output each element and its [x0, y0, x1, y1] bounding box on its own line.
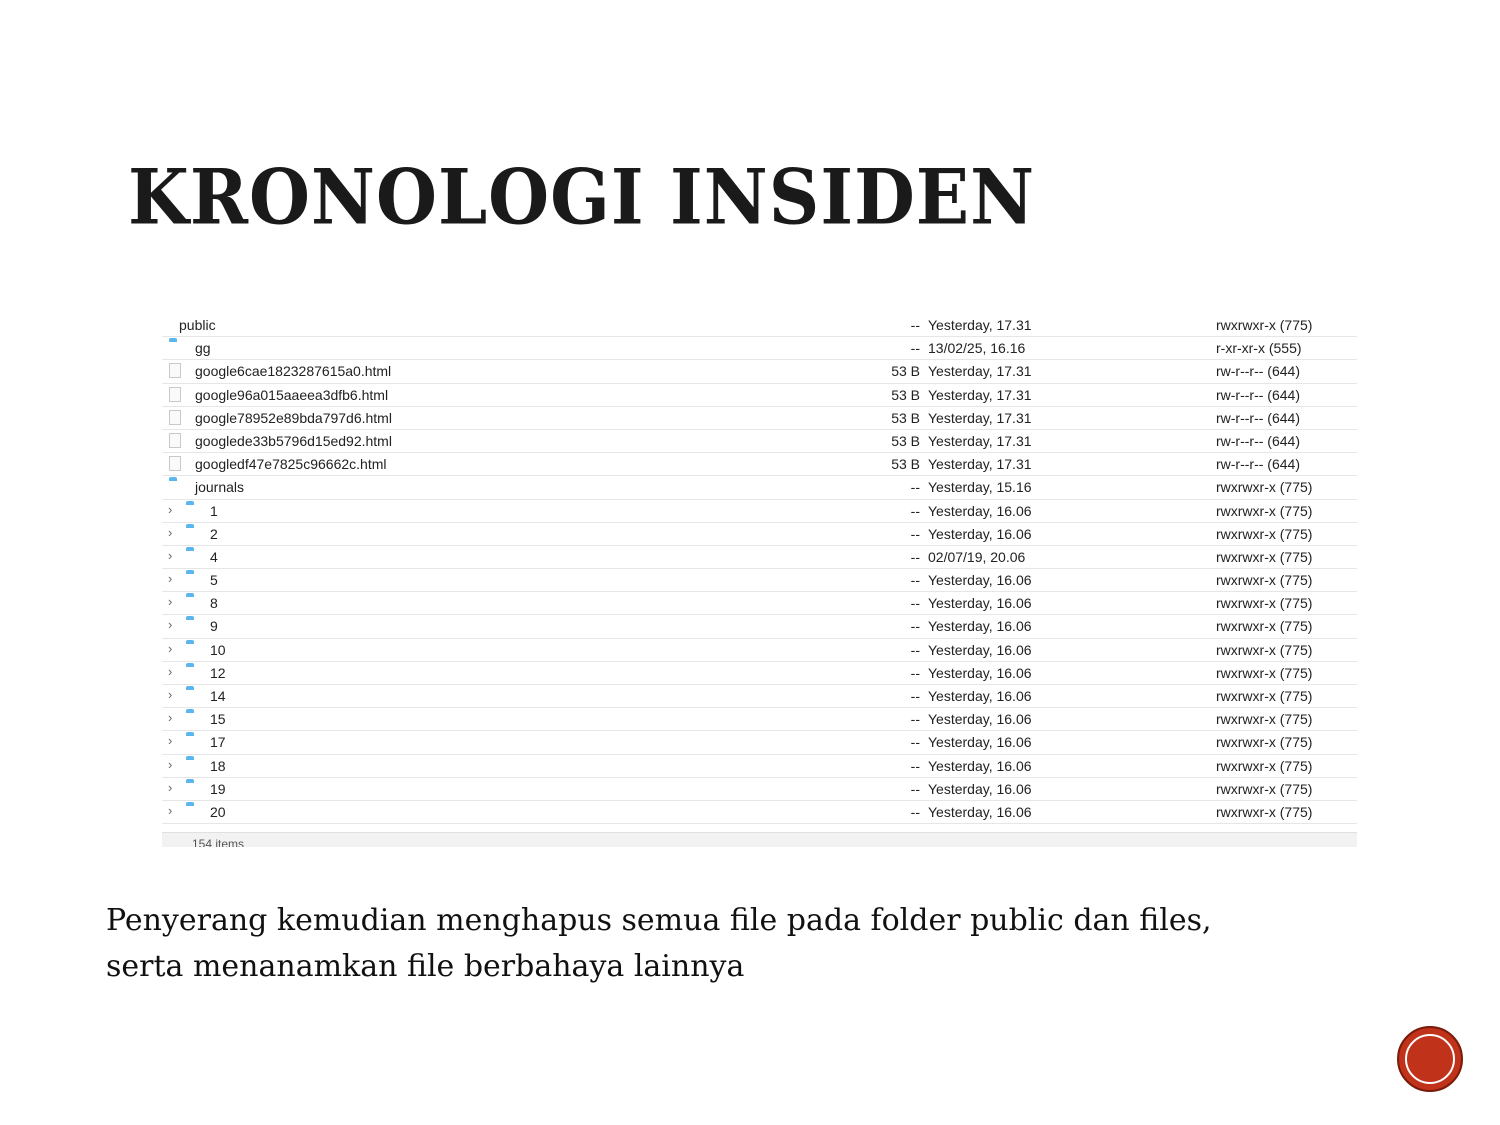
file-row[interactable]	[162, 685, 1357, 708]
finder-list-view[interactable]	[162, 314, 1357, 847]
file-permissions: rwxrwxr-x (775)	[1216, 572, 1313, 589]
file-permissions: rwxrwxr-x (775)	[1216, 595, 1313, 612]
disclosure-chevron-icon[interactable]: ›	[168, 756, 173, 772]
file-size: --	[910, 548, 920, 565]
file-date-modified: Yesterday, 16.06	[928, 502, 1032, 519]
file-list	[162, 314, 1357, 824]
disclosure-chevron-icon[interactable]: ›	[168, 617, 173, 633]
file-permissions: rwxrwxr-x (775)	[1216, 757, 1313, 774]
file-date-modified: Yesterday, 16.06	[928, 525, 1032, 542]
file-date-modified: Yesterday, 16.06	[928, 711, 1032, 728]
file-row[interactable]	[162, 523, 1357, 546]
file-size: --	[910, 711, 920, 728]
disclosure-chevron-icon[interactable]: ›	[168, 733, 173, 749]
file-date-modified: Yesterday, 17.31	[928, 386, 1032, 403]
file-size: --	[910, 618, 920, 635]
document-icon	[169, 410, 181, 425]
file-permissions: rwxrwxr-x (775)	[1216, 317, 1313, 333]
file-permissions: rwxrwxr-x (775)	[1216, 479, 1313, 496]
item-count: 154 items	[192, 837, 245, 847]
file-date-modified: Yesterday, 17.31	[928, 456, 1032, 473]
file-name: 12	[210, 664, 226, 681]
disclosure-chevron-icon[interactable]: ›	[168, 547, 173, 563]
file-size: --	[910, 502, 920, 519]
file-size: 53 B	[891, 409, 920, 426]
file-row[interactable]	[162, 778, 1357, 801]
file-date-modified: Yesterday, 16.06	[928, 780, 1032, 797]
disclosure-chevron-icon[interactable]: ›	[168, 663, 173, 679]
file-size: --	[910, 780, 920, 797]
file-permissions: rwxrwxr-x (775)	[1216, 664, 1313, 681]
slide-caption	[106, 898, 1406, 990]
file-name: googlede33b5796d15ed92.html	[195, 432, 392, 449]
file-permissions: rw-r--r-- (644)	[1216, 363, 1300, 380]
file-size: 53 B	[891, 363, 920, 380]
file-date-modified: Yesterday, 16.06	[928, 618, 1032, 635]
file-name: 20	[210, 803, 226, 820]
disclosure-chevron-icon[interactable]: ›	[168, 802, 173, 818]
disclosure-chevron-icon[interactable]: ›	[168, 501, 173, 517]
disclosure-chevron-icon[interactable]: ›	[168, 779, 173, 795]
file-date-modified: Yesterday, 16.06	[928, 757, 1032, 774]
file-row[interactable]	[162, 546, 1357, 569]
file-date-modified: Yesterday, 16.06	[928, 734, 1032, 751]
file-permissions: rw-r--r-- (644)	[1216, 456, 1300, 473]
file-permissions: rwxrwxr-x (775)	[1216, 525, 1313, 542]
file-row[interactable]	[162, 801, 1357, 824]
file-date-modified: 02/07/19, 20.06	[928, 548, 1026, 565]
disclosure-chevron-icon[interactable]: ›	[168, 524, 173, 540]
file-name: 15	[210, 711, 226, 728]
file-permissions: r-xr-xr-x (555)	[1216, 340, 1302, 357]
document-icon	[169, 363, 181, 378]
file-row[interactable]	[162, 500, 1357, 523]
file-name: 14	[210, 688, 226, 704]
file-date-modified: Yesterday, 17.31	[928, 363, 1032, 380]
file-name: public	[179, 317, 216, 333]
disclosure-chevron-icon[interactable]: ›	[168, 710, 173, 726]
slide-title: KRONOLOGI INSIDEN	[128, 152, 1036, 243]
status-bar	[162, 832, 1357, 847]
file-date-modified: Yesterday, 15.16	[928, 479, 1032, 496]
file-row[interactable]	[162, 569, 1357, 592]
file-permissions: rw-r--r-- (644)	[1216, 432, 1300, 449]
file-row[interactable]	[162, 731, 1357, 754]
file-row[interactable]	[162, 708, 1357, 731]
file-row[interactable]	[162, 453, 1357, 476]
file-name: gg	[195, 340, 211, 357]
file-date-modified: 13/02/25, 16.16	[928, 340, 1026, 357]
file-row[interactable]	[162, 755, 1357, 778]
file-row[interactable]	[162, 615, 1357, 638]
file-name: 9	[210, 618, 218, 635]
slide-badge-icon	[1397, 1026, 1463, 1092]
file-row[interactable]	[162, 476, 1357, 499]
file-date-modified: Yesterday, 16.06	[928, 803, 1032, 820]
file-permissions: rwxrwxr-x (775)	[1216, 618, 1313, 635]
file-name: googledf47e7825c96662c.html	[195, 456, 387, 473]
file-name: 1	[210, 502, 218, 519]
file-date-modified: Yesterday, 17.31	[928, 317, 1032, 333]
file-name: 8	[210, 595, 218, 612]
file-name: 10	[210, 641, 226, 658]
file-size: --	[910, 317, 920, 333]
file-row[interactable]	[162, 639, 1357, 662]
file-size: --	[910, 734, 920, 751]
file-size: --	[910, 572, 920, 589]
file-size: --	[910, 479, 920, 496]
file-date-modified: Yesterday, 16.06	[928, 664, 1032, 681]
file-permissions: rwxrwxr-x (775)	[1216, 803, 1313, 820]
file-name: 18	[210, 757, 226, 774]
file-size: 53 B	[891, 386, 920, 403]
disclosure-chevron-icon[interactable]: ›	[168, 687, 173, 702]
file-date-modified: Yesterday, 16.06	[928, 641, 1032, 658]
file-size: --	[910, 641, 920, 658]
file-name: 2	[210, 525, 218, 542]
document-icon	[169, 456, 181, 471]
file-row[interactable]	[162, 430, 1357, 453]
file-permissions: rwxrwxr-x (775)	[1216, 688, 1313, 704]
file-size: 53 B	[891, 432, 920, 449]
document-icon	[169, 433, 181, 448]
disclosure-chevron-icon[interactable]: ›	[168, 640, 173, 656]
file-date-modified: Yesterday, 16.06	[928, 595, 1032, 612]
file-row[interactable]	[162, 360, 1357, 383]
file-row[interactable]	[162, 314, 1357, 337]
file-name: 17	[210, 734, 226, 751]
file-date-modified: Yesterday, 16.06	[928, 572, 1032, 589]
file-name: google78952e89bda797d6.html	[195, 409, 392, 426]
file-row[interactable]	[162, 384, 1357, 407]
file-size: --	[910, 688, 920, 704]
caption-line-1: Penyerang kemudian menghapus semua file pada folder public dan files,	[106, 903, 1212, 938]
file-name: journals	[195, 479, 245, 496]
file-row[interactable]	[162, 407, 1357, 430]
file-row[interactable]	[162, 337, 1357, 360]
file-permissions: rwxrwxr-x (775)	[1216, 734, 1313, 751]
file-name: 4	[210, 548, 218, 565]
file-date-modified: Yesterday, 17.31	[928, 432, 1032, 449]
file-permissions: rwxrwxr-x (775)	[1216, 502, 1313, 519]
file-name: 19	[210, 780, 226, 797]
file-date-modified: Yesterday, 16.06	[928, 688, 1032, 704]
disclosure-chevron-icon[interactable]: ›	[168, 571, 173, 587]
disclosure-chevron-icon[interactable]: ›	[168, 594, 173, 610]
file-size: --	[910, 757, 920, 774]
caption-line-2: serta menanamkan file berbahaya lainnya	[106, 949, 745, 984]
file-size: --	[910, 595, 920, 612]
file-permissions: rwxrwxr-x (775)	[1216, 711, 1313, 728]
file-size: --	[910, 664, 920, 681]
file-name: 5	[210, 572, 218, 589]
file-row[interactable]	[162, 662, 1357, 685]
file-permissions: rwxrwxr-x (775)	[1216, 548, 1313, 565]
file-permissions: rw-r--r-- (644)	[1216, 386, 1300, 403]
file-permissions: rwxrwxr-x (775)	[1216, 780, 1313, 797]
badge-ring	[1405, 1034, 1455, 1084]
file-size: --	[910, 340, 920, 357]
file-size: 53 B	[891, 456, 920, 473]
file-name: google6cae1823287615a0.html	[195, 363, 392, 380]
file-permissions: rw-r--r-- (644)	[1216, 409, 1300, 426]
file-size: --	[910, 525, 920, 542]
file-row[interactable]	[162, 592, 1357, 615]
document-icon	[169, 387, 181, 402]
file-size: --	[910, 803, 920, 820]
file-date-modified: Yesterday, 17.31	[928, 409, 1032, 426]
file-name: google96a015aaeea3dfb6.html	[195, 386, 389, 403]
file-permissions: rwxrwxr-x (775)	[1216, 641, 1313, 658]
